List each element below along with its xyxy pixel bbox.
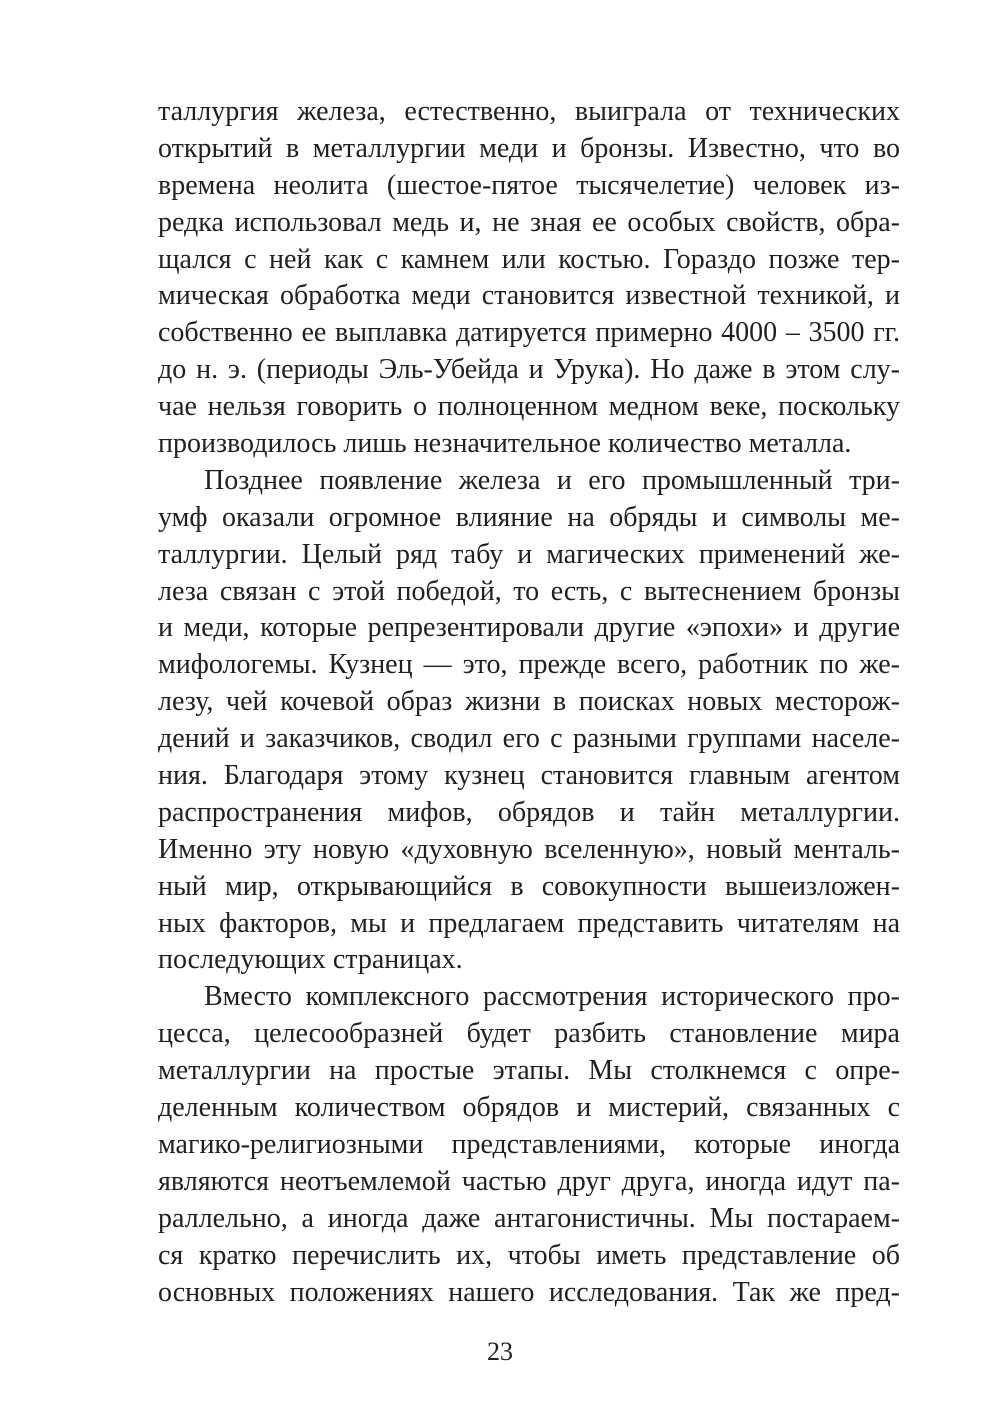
text-line: редка использовал медь и, не зная ее особых свойств, обра- xyxy=(158,206,900,238)
text-line: Вместо комплексного рассмотрения исторического про- xyxy=(204,981,900,1013)
text-line: производилось лишь незначительное количество металла. xyxy=(158,428,852,460)
text-line: магико-религиозными представлениями, которые иногда xyxy=(158,1128,900,1160)
body-text xyxy=(158,94,900,1311)
text-line: лезу, чей кочевой образ жизни в поисках новых месторож- xyxy=(158,686,900,718)
text-line: дений и заказчиков, сводил его с разными группами населе- xyxy=(158,723,900,755)
text-line: леза связан с этой победой, то есть, с вытеснением бронзы xyxy=(158,575,900,607)
text-line: таллургии. Целый ряд табу и магических применений же- xyxy=(158,538,900,570)
text-line: основных положениях нашего исследования. Так же пред- xyxy=(158,1276,900,1308)
text-line: собственно ее выплавка датируется примерно 4000 – 3500 гг. xyxy=(158,317,900,349)
text-line: мифологемы. Кузнец — это, прежде всего, работник по же- xyxy=(158,649,900,681)
text-line: цесса, целесообразней будет разбить становление мира xyxy=(158,1018,900,1050)
text-line: распространения мифов, обрядов и тайн металлургии. xyxy=(158,796,900,828)
text-line: чае нельзя говорить о полноценном медном веке, поскольку xyxy=(158,391,900,423)
text-line: Позднее появление железа и его промышленный три- xyxy=(204,464,900,496)
text-line: раллельно, а иногда даже антагонистичны. Мы постараем- xyxy=(158,1202,900,1234)
text-line: и меди, которые репрезентировали другие «эпохи» и другие xyxy=(158,612,900,644)
text-line: щался с ней как с камнем или костью. Гораздо позже тер- xyxy=(158,243,900,275)
text-line: умф оказали огромное влияние на обряды и символы ме- xyxy=(158,501,900,533)
text-line: таллургия железа, естественно, выиграла от технических xyxy=(158,96,900,127)
page-number: 23 xyxy=(487,1337,513,1366)
text-line: мическая обработка меди становится известной техникой, и xyxy=(158,280,900,312)
text-line: ся кратко перечислить их, чтобы иметь представление об xyxy=(158,1239,900,1271)
text-line: ния. Благодаря этому кузнец становится главным агентом xyxy=(158,760,900,792)
text-line: открытий в металлургии меди и бронзы. Известно, что во xyxy=(158,132,900,164)
text-line: времена неолита (шестое-пятое тысячелетие) человек из- xyxy=(158,169,900,201)
text-line: ный мир, открывающийся в совокупности вышеизложен- xyxy=(158,870,900,902)
text-line: металлургии на простые этапы. Мы столкнемся с опре- xyxy=(158,1055,900,1087)
text-line: Именно эту новую «духовную вселенную», новый менталь- xyxy=(158,833,900,865)
text-line: последующих страницах. xyxy=(158,944,463,976)
text-line: до н. э. (периоды Эль-Убейда и Урука). Но даже в этом слу- xyxy=(158,354,900,386)
text-line: деленным количеством обрядов и мистерий, связанных с xyxy=(158,1092,900,1124)
text-line: являются неотъемлемой частью друг друга, иногда идут па- xyxy=(158,1165,900,1197)
text-line: ных факторов, мы и предлагаем представить читателям на xyxy=(158,907,900,939)
